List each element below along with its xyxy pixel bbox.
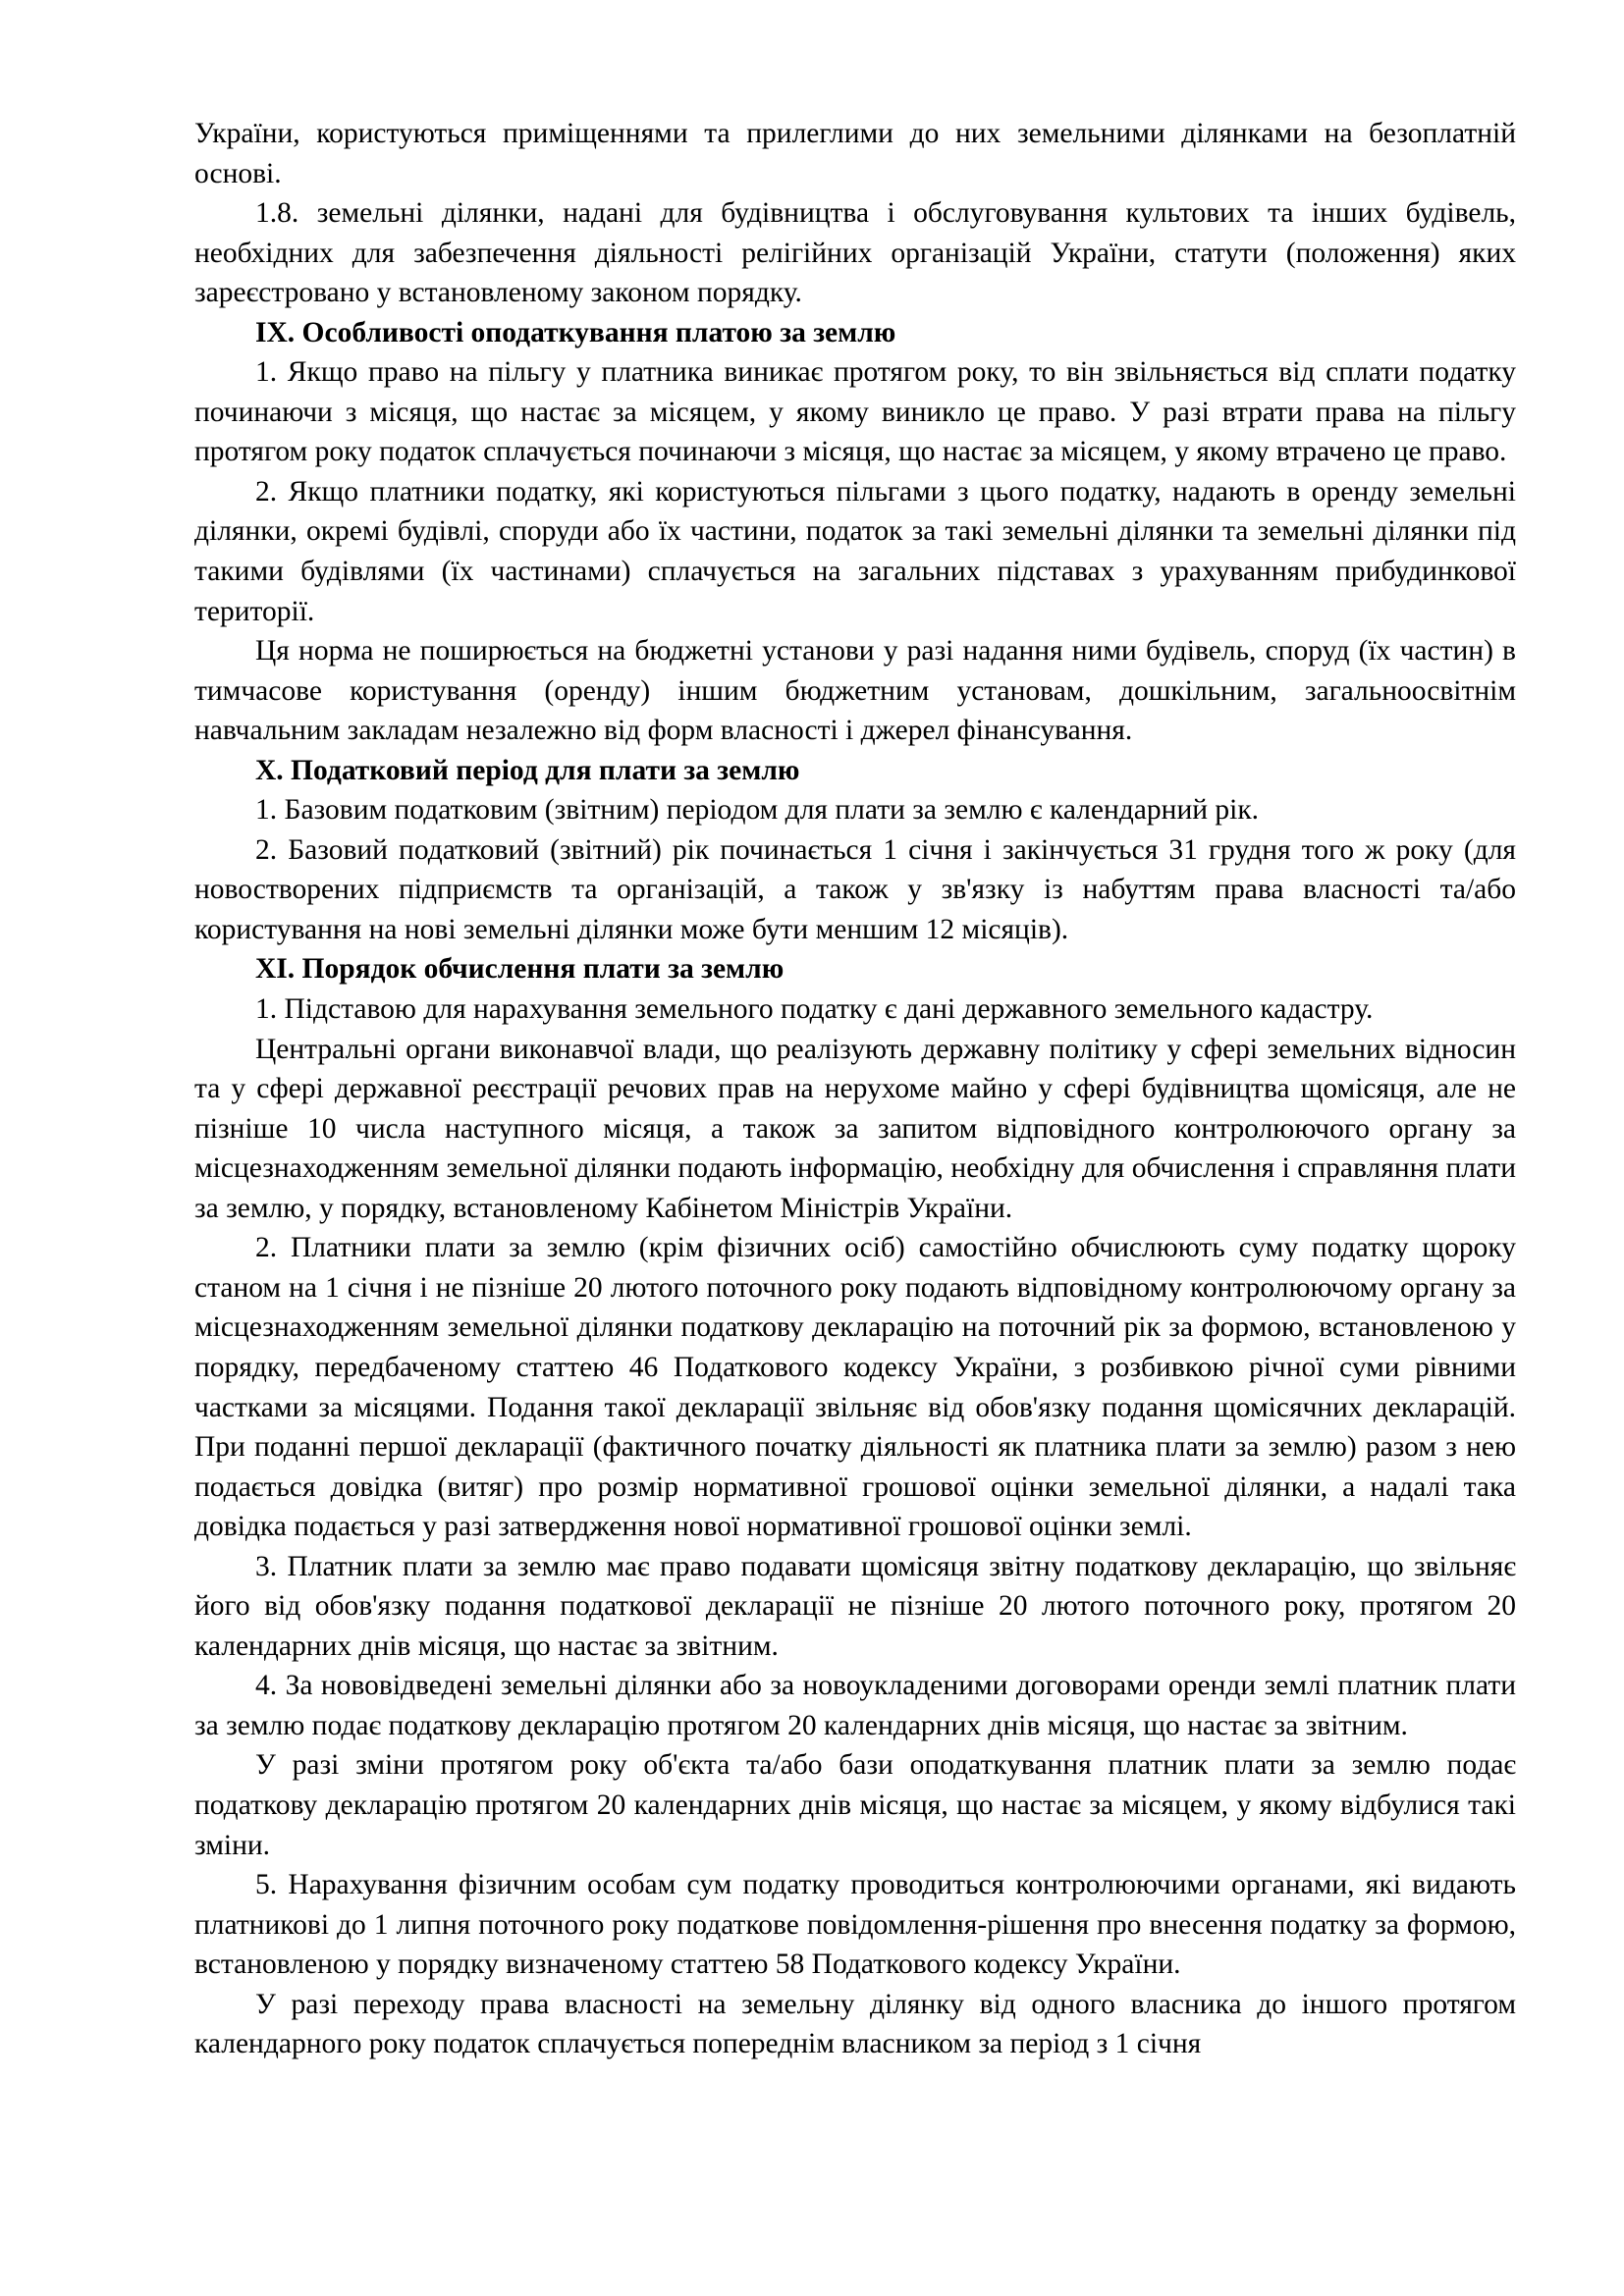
paragraph-x-2: 2. Базовий податковий (звітний) рік починається 1 січня і закінчується 31 грудня того ж року (для новостворених підприємств та організацій, а також у зв'язку із набуттям права власності та/або користування на нові земельні ділянки може бути меншим 12 місяців). <box>194 833 1516 945</box>
document-page <box>194 114 1516 2064</box>
section-heading-x: X. Податковий період для плати за землю <box>255 754 800 786</box>
paragraph-1-8: 1.8. земельні ділянки, надані для будівництва і обслуговування культових та інших будівель, необхідних для забезпечення діяльності релігійних організацій України, статути (положення) яких зареєстровано у встановленому законом порядку. <box>194 197 1516 309</box>
paragraph-xi-5: 5. Нарахування фізичним особам сум податку проводиться контролюючими органами, які видають платникові до 1 липня поточного року податкове повідомлення-рішення про внесення податку за формою, встановленою у порядку визначеному статтею 58 Податкового кодексу України. <box>194 1869 1516 1981</box>
paragraph-xi-5-transfer: У разі переходу права власності на земельну ділянку від одного власника до іншого протягом календарного року податок сплачується попереднім власником за період з 1 січня <box>194 1988 1516 2060</box>
section-heading-xi: XI. Порядок обчислення плати за землю <box>255 953 785 986</box>
paragraph-continuation: України, користуються приміщеннями та прилеглими до них земельними ділянками на безоплатній основі. <box>194 118 1516 189</box>
paragraph-xi-3: 3. Платник плати за землю має право подавати щомісяця звітну податкову декларацію, що звільняє його від обов'язку подання податкової декларації не пізніше 20 лютого поточного року, протягом 20 календарних днів місяця, що настає за звітним. <box>194 1550 1516 1662</box>
paragraph-ix-2: 2. Якщо платники податку, які користуються пільгами з цього податку, надають в оренду земельні ділянки, окремі будівлі, споруди або їх частини, податок за такі земельні ділянки та земельні ділянки під такими будівлями (їх частинами) сплачується на загальних підставах з урахуванням прибудинкової території. <box>194 475 1516 627</box>
paragraph-xi-2: 2. Платники плати за землю (крім фізичних осіб) самостійно обчислюють суму податку щороку станом на 1 січня і не пізніше 20 лютого поточного року подають відповідному контролюючому органу за місцезнаходженням земельної ділянки податкову декларацію на поточний рік за формою, встановленою у порядку, передбаченому статтею 46 Податкового кодексу України, з розбивкою річної суми рівними частками за місяцями. Подання такої декларації звільняє від обов'язку подання щомісячних декларацій. При поданні першої декларації (фактичного початку діяльності як платника плати за землю) разом з нею подається довідка (витяг) про розмір нормативної грошової оцінки земельної ділянки, а надалі така довідка подається у разі затвердження нової нормативної грошової оцінки землі. <box>194 1232 1516 1543</box>
paragraph-xi-4: 4. За нововідведені земельні ділянки або за новоукладеними договорами оренди землі платник плати за землю подає податкову декларацію протягом 20 календарних днів місяця, що настає за звітним. <box>194 1670 1516 1741</box>
paragraph-xi-4-changes: У разі зміни протягом року об'єкта та/або бази оподаткування платник плати за землю подає податкову декларацію протягом 20 календарних днів місяця, що настає за місяцем, у якому відбулися такі зміни. <box>194 1749 1516 1861</box>
paragraph-x-1: 1. Базовим податковим (звітним) періодом для плати за землю є календарний рік. <box>255 794 1260 827</box>
paragraph-ix-2-note: Ця норма не поширюється на бюджетні установи у разі надання ними будівель, споруд (їх частин) в тимчасове користування (оренду) іншим бюджетним установам, дошкільним, загальноосвітнім навчальним закладам незалежно від форм власності і джерел фінансування. <box>194 635 1516 747</box>
paragraph-xi-1: 1. Підставою для нарахування земельного податку є дані державного земельного кадастру. <box>255 993 1374 1026</box>
paragraph-ix-1: 1. Якщо право на пільгу у платника виникає протягом року, то він звільняється від сплати податку починаючи з місяця, що настає за місяцем, у якому виникло це право. У разі втрати права на пільгу протягом року податок сплачується починаючи з місяця, що настає за місяцем, у якому втрачено це право. <box>194 356 1516 468</box>
paragraph-xi-1-authorities: Центральні органи виконавчої влади, що реалізують державну політику у сфері земельних відносин та у сфері державної реєстрації речових прав на нерухоме майно у сфері будівництва щомісяця, але не пізніше 10 числа наступного місяця, а також за запитом відповідного контролюючого органу за місцезнаходженням земельної ділянки подають інформацію, необхідну для обчислення і справляння плати за землю, у порядку, встановленому Кабінетом Міністрів України. <box>194 1033 1516 1224</box>
section-heading-ix: IX. Особливості оподаткування платою за землю <box>255 316 896 348</box>
